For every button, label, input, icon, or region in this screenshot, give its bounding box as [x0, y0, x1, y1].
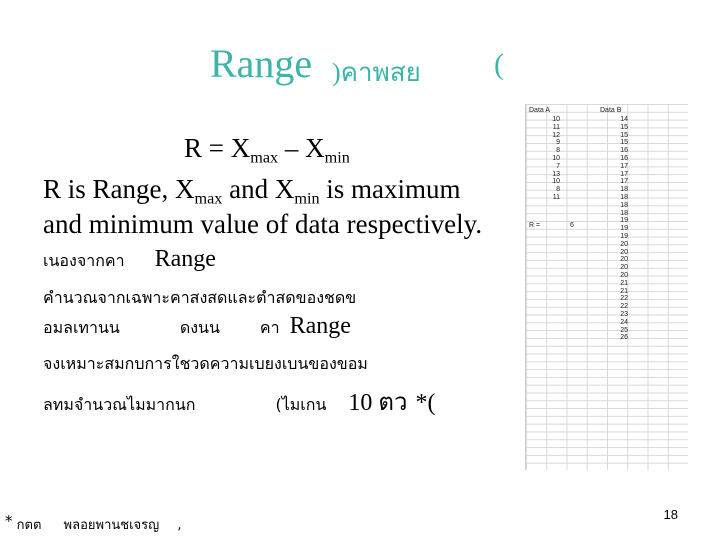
sheet-cell: 24 — [620, 318, 628, 326]
thai-line-5: ลทมจำนวณไมมากนก (ไมเกน 10 ตว *( — [43, 390, 436, 416]
definition-line-2: and minimum value of data respectively. — [43, 209, 483, 239]
sheet-cell: 15 — [620, 131, 628, 139]
range-value: 6 — [570, 222, 574, 229]
sheet-cell: 11 — [552, 193, 560, 201]
sheet-cell: 14 — [620, 116, 628, 123]
sheet-cell: 23 — [620, 310, 628, 318]
sheet-cell: 19 — [620, 225, 628, 233]
sheet-cell: 18 — [620, 193, 628, 201]
sheet-cell: 17 — [620, 162, 628, 170]
sheet-cell: 21 — [620, 287, 628, 295]
sheet-cell: 18 — [620, 201, 628, 209]
sheet-cell: 25 — [620, 326, 628, 334]
title-range: Range — [210, 41, 313, 86]
sheet-cell: 8 — [556, 147, 560, 155]
sheet-cell: 26 — [620, 334, 628, 342]
sheet-cell: 16 — [620, 147, 628, 155]
sheet-cell: 21 — [620, 279, 628, 287]
sheet-cell: 9 — [556, 139, 560, 147]
sheet-cell: 17 — [620, 170, 628, 178]
sheet-cell: 13 — [552, 170, 560, 178]
footer-credit: * กตต พลอยพานชเจรญ , — [5, 512, 182, 533]
sheet-cell: 12 — [552, 131, 560, 139]
sheet-cell: 20 — [620, 248, 628, 256]
sheet-cell: 7 — [556, 162, 560, 170]
range-label: R = — [529, 222, 541, 229]
sheet-cell: 16 — [620, 154, 628, 162]
sheet-cell: 19 — [620, 217, 628, 225]
sheet-cell: 20 — [620, 264, 628, 272]
sheet-cell: 15 — [620, 123, 628, 131]
sheet-cell: 11 — [552, 123, 560, 131]
sheet-cell: 10 — [552, 154, 560, 162]
page-number: 18 — [663, 507, 678, 522]
sheet-cell: 19 — [620, 232, 628, 240]
sheet-cell: 18 — [620, 209, 628, 217]
column-data-a — [540, 116, 560, 202]
thai-line-3: อมลเทานน ดงนน คา Range — [43, 313, 351, 339]
thai-line-1: เนองจากคา Range — [43, 246, 216, 272]
title-thai: )คาพสย — [332, 58, 421, 87]
thai-line-2: คำนวณจากเฉพาะคาสงสดและตำสดของชดข — [43, 288, 357, 307]
sheet-cell: 20 — [620, 271, 628, 279]
sheet-cell: 18 — [620, 186, 628, 194]
header-data-a: Data A — [529, 107, 551, 114]
column-data-b — [608, 116, 628, 342]
sheet-cell: 15 — [620, 139, 628, 147]
sheet-cell: 10 — [552, 116, 560, 123]
thai-line-4: จงเหมาะสมกบการใชวดความเบยงเบนของขอม — [43, 354, 368, 373]
sheet-cell: 20 — [620, 256, 628, 264]
sheet-cell: 22 — [620, 295, 628, 303]
sheet-cell: 20 — [620, 240, 628, 248]
sheet-cell: 10 — [552, 178, 560, 186]
header-data-b: Data B — [600, 107, 622, 114]
definition-line-1: R is Range, $X_{max}$ and $X_{min}$ is maximum — [43, 174, 461, 208]
range-formula: $R = X_{max} - X_{min}$ — [184, 133, 350, 167]
title-paren: ( — [494, 48, 504, 81]
sheet-cell: 8 — [556, 186, 560, 194]
data-spreadsheet — [525, 104, 688, 470]
sheet-cell: 17 — [620, 178, 628, 186]
sheet-cell: 22 — [620, 303, 628, 311]
